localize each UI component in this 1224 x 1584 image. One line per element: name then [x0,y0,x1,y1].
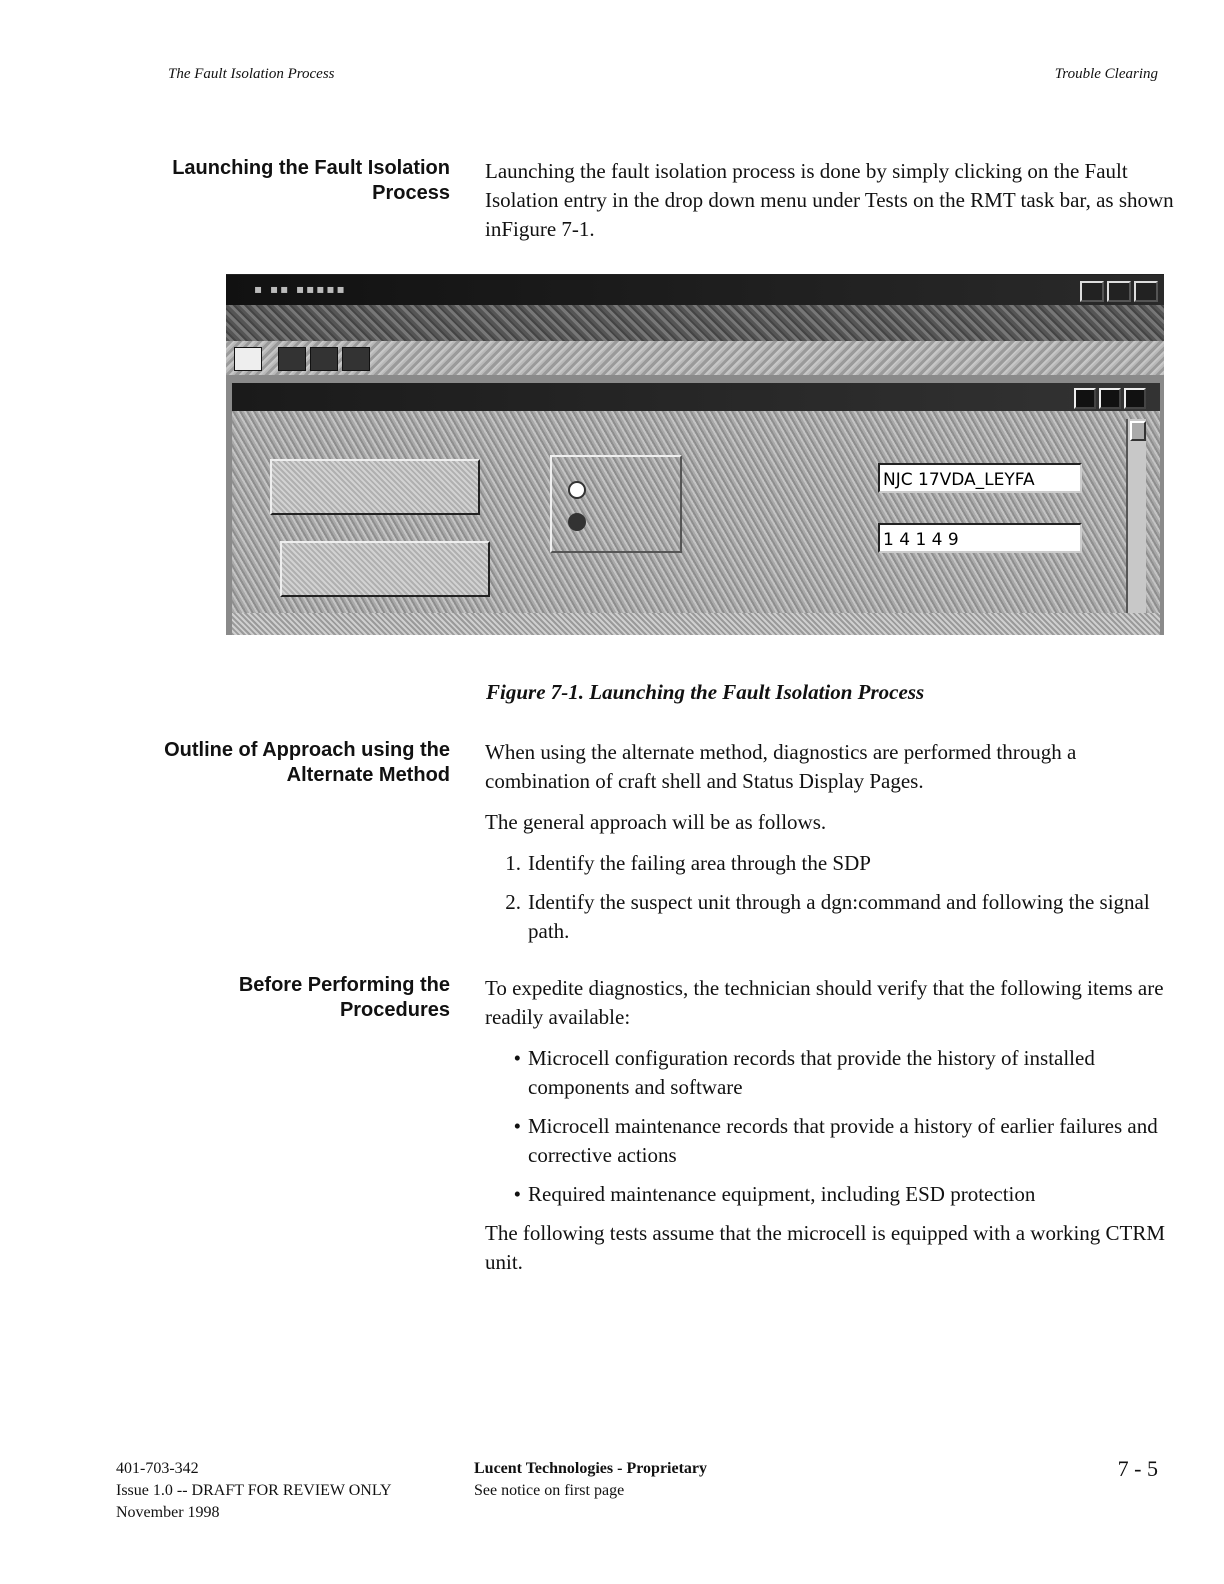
proprietary-notice: Lucent Technologies - Proprietary [474,1460,708,1477]
issue-line: Issue 1.0 -- DRAFT FOR REVIEW ONLY [116,1482,392,1499]
child-window [232,383,1160,635]
running-header-right: Trouble Clearing [1054,66,1158,82]
minimize-icon[interactable] [1074,388,1096,409]
dialog-button[interactable] [270,459,480,515]
close-icon[interactable] [1134,281,1158,302]
print-icon[interactable] [278,347,306,371]
list-item [485,1180,1175,1209]
child-title-bar [232,383,1160,411]
bullet-icon: • [513,1114,521,1138]
toolbar-icon[interactable] [342,347,370,371]
list-item [485,849,1175,878]
maximize-icon[interactable] [1099,388,1121,409]
doc-number: 401-703-342 [116,1460,199,1477]
date-line: November 1998 [116,1504,220,1521]
running-header-left: The Fault Isolation Process [168,66,335,82]
list-item-text: Microcell configuration records that provide the history of installed components and software [528,1046,1095,1099]
paragraph: To expedite diagnostics, the technician should verify that the following items are readily available: [485,976,1164,1029]
list-item-text: Microcell maintenance records that provide a history of earlier failures and corrective actions [528,1114,1158,1167]
app-title-bar [226,275,1164,305]
bullet-icon: • [513,1182,521,1206]
paragraph: When using the alternate method, diagnostics are performed through a combination of craft shell and Status Display Pages. [485,740,1077,793]
paragraph: The general approach will be as follows. [485,810,827,834]
section-body-outline [485,738,1175,956]
radio-button[interactable] [568,513,586,531]
list-marker: 1. [505,851,521,875]
figure-screenshot [226,274,1164,635]
toolbar-icon[interactable] [310,347,338,371]
status-bar [232,613,1160,635]
list-item-text: Identify the failing area through the SDP [528,851,871,875]
paragraph: The following tests assume that the microcell is equipped with a working CTRM unit. [485,1221,1166,1274]
list-item [485,1112,1175,1170]
list-item [485,1044,1175,1102]
section-body-launching [485,157,1175,256]
paragraph: Launching the fault isolation process is done by simply clicking on the Fault Isolation entry in the drop down menu under Tests on the RMT task bar, as shown inFigure 7-1. [485,159,1174,241]
close-icon[interactable] [1124,388,1146,409]
numbered-list [485,849,1175,946]
toolbar [226,341,1164,375]
radio-button[interactable] [568,481,586,499]
footer-left [116,1458,392,1524]
notice-line: See notice on first page [474,1482,625,1499]
section-body-before [485,974,1175,1289]
section-heading-launching: Launching the Fault Isolation Process [172,157,450,204]
footer-middle [474,1458,707,1502]
child-window-controls [1074,388,1146,409]
page-number: 7 - 5 [1117,1456,1158,1481]
bullet-icon: • [513,1046,521,1070]
maximize-icon[interactable] [1107,281,1131,302]
text-field[interactable]: 1 4 1 4 9 [878,523,1082,553]
figure-caption: Figure 7-1. Launching the Fault Isolation Process [486,680,925,704]
bullet-list [485,1044,1175,1209]
list-item-text: Required maintenance equipment, including ESD protection [528,1182,1036,1206]
list-marker: 2. [505,890,521,914]
minimize-icon[interactable] [1080,281,1104,302]
option-group [550,455,682,553]
list-item-text: Identify the suspect unit through a dgn:command and following the signal path. [528,890,1150,943]
scrollbar[interactable] [1126,419,1146,633]
dialog-button[interactable] [280,541,490,597]
app-title-text: ▪ ▪▪ ▪▪▪▪▪ [254,282,347,296]
menu-bar[interactable] [226,305,1164,341]
window-controls [1080,281,1158,302]
list-item [485,888,1175,946]
section-heading-outline: Outline of Approach using the Alternate Method [164,739,450,786]
text-field[interactable]: NJC 17VDA_LEYFA [878,463,1082,493]
section-heading-before: Before Performing the Procedures [238,974,450,1021]
new-icon[interactable] [234,347,262,371]
